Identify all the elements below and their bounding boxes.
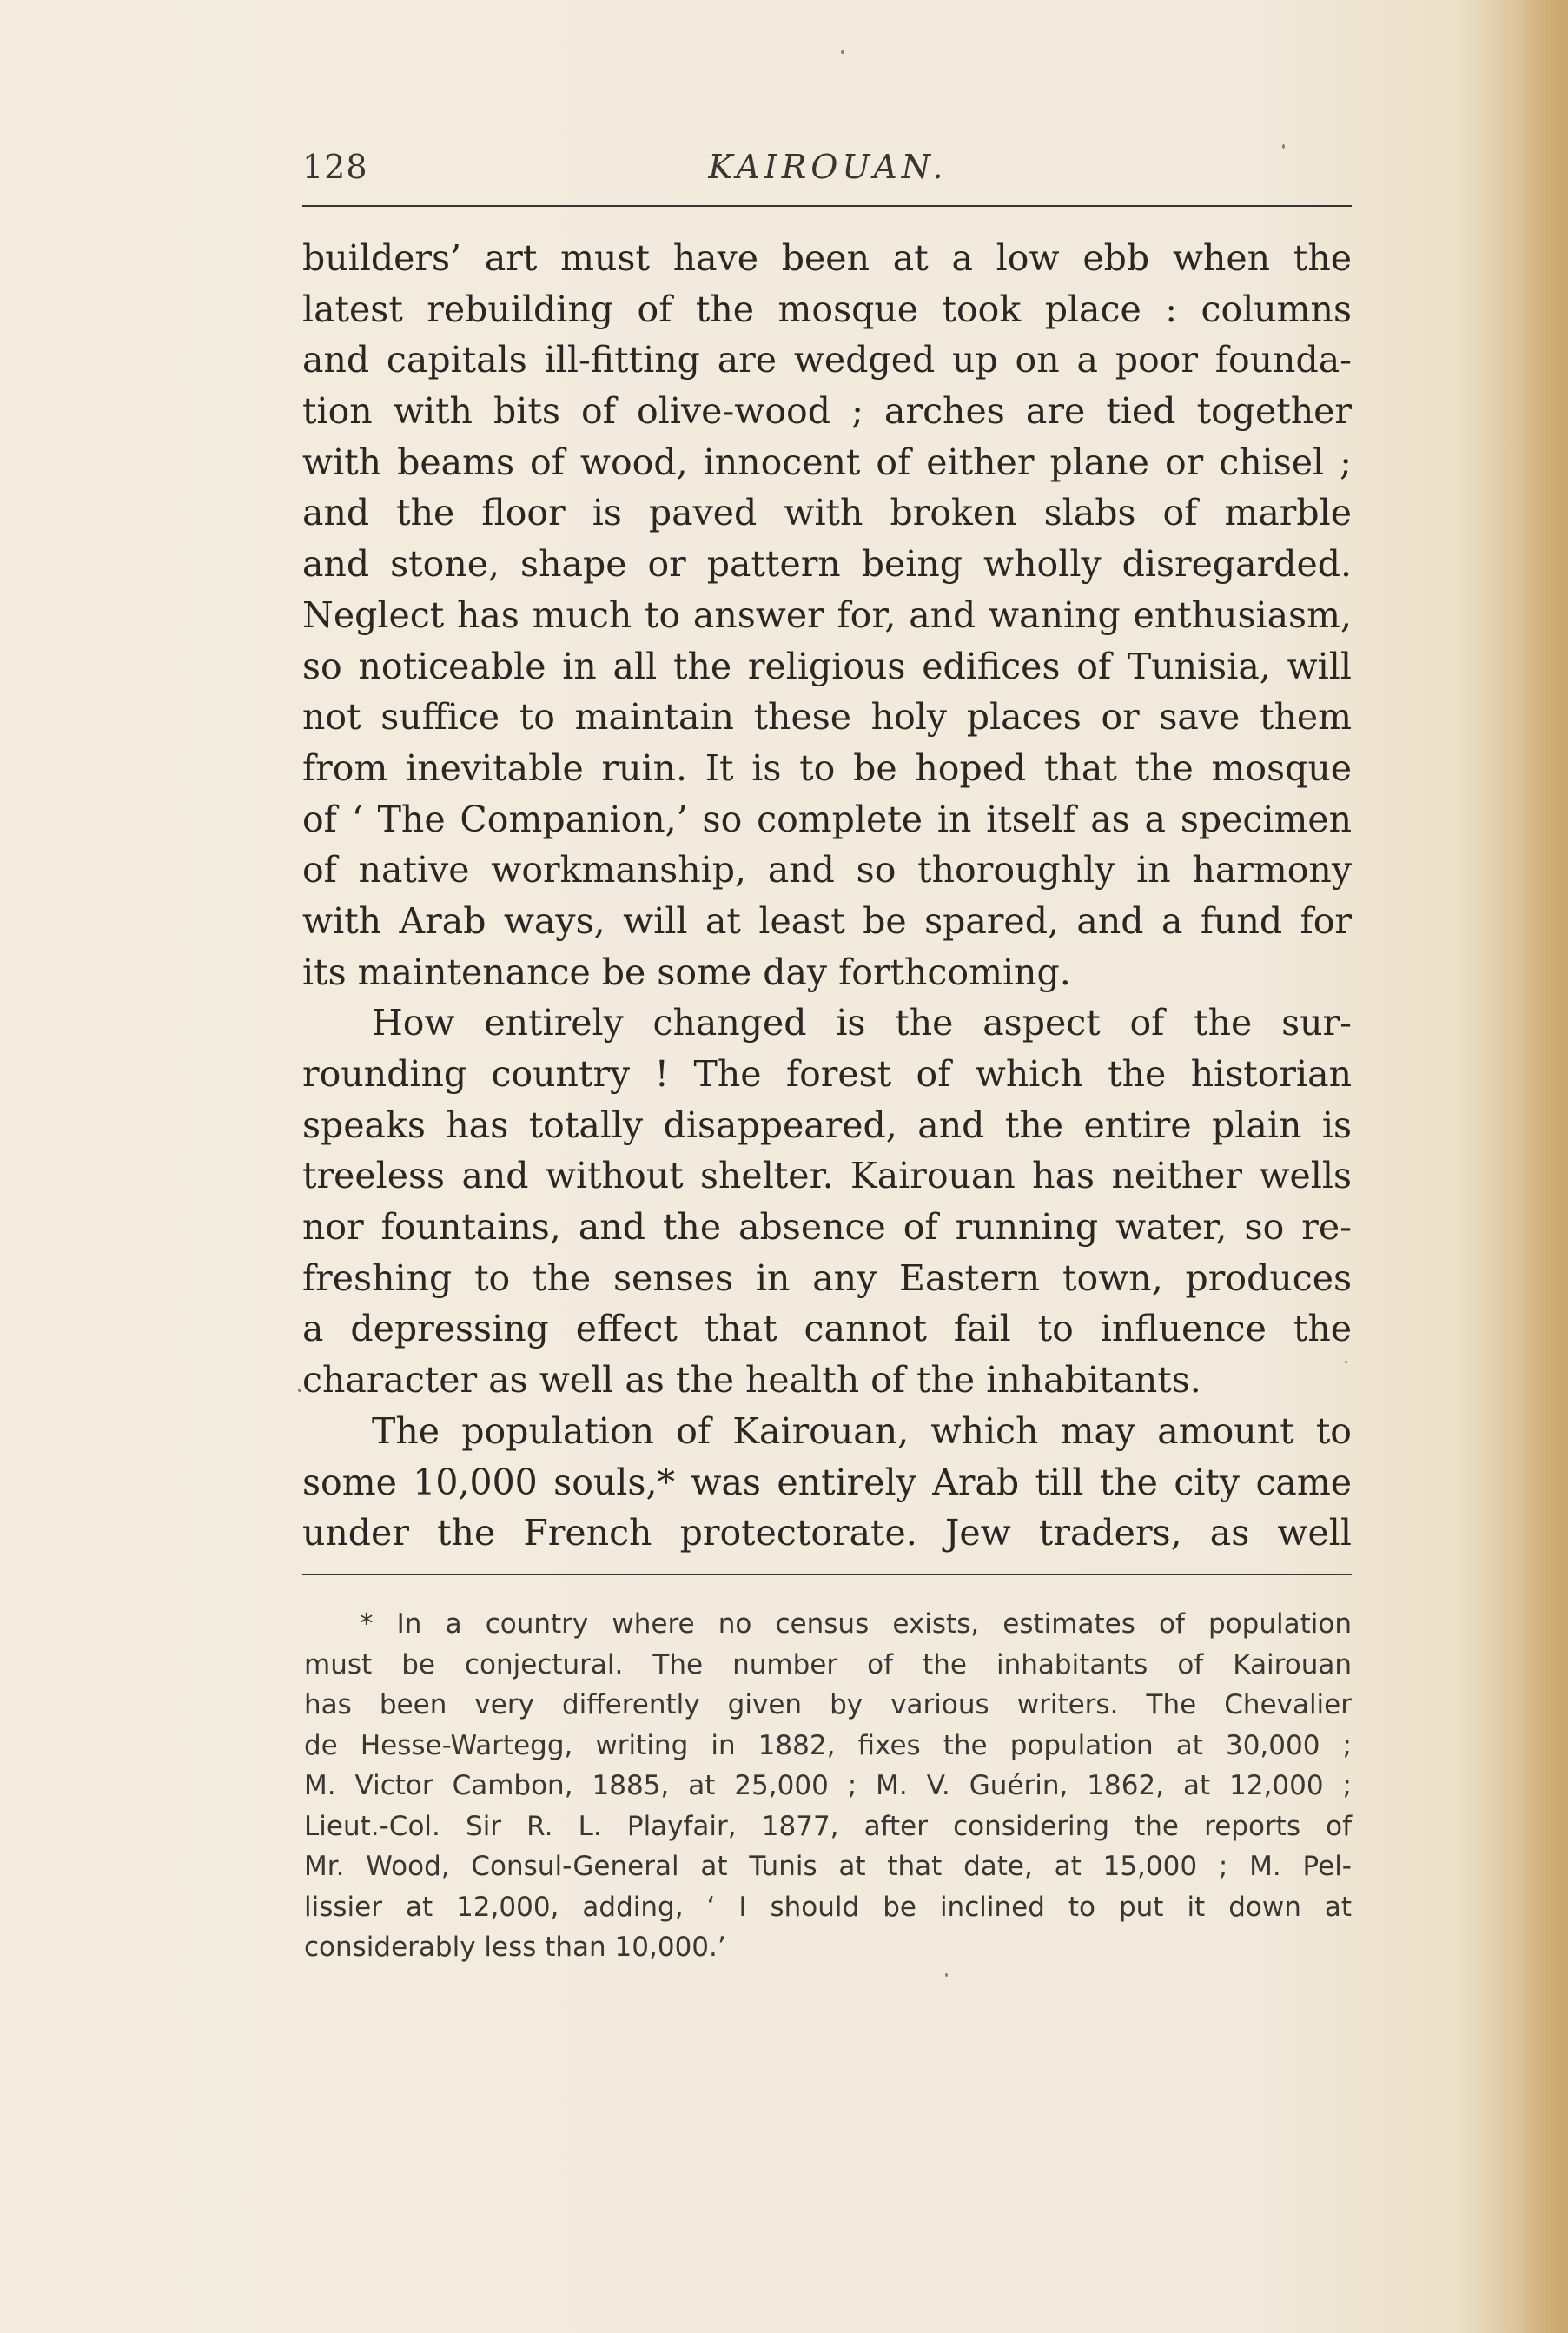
paper-speck: [945, 1973, 948, 1977]
body-line: and the floor is paved with broken slabs of marble: [302, 492, 1352, 534]
body-line: How entirely changed is the aspect of the sur-: [372, 1002, 1352, 1044]
paper-speck: [1282, 144, 1285, 149]
body-line: some 10,000 souls,* was entirely Arab till the city came: [302, 1461, 1352, 1503]
body-line: so noticeable in all the religious edifices of Tunisia, will: [302, 645, 1352, 687]
body-line: not suffice to maintain these holy places or save them: [302, 696, 1352, 739]
body-line: and stone, shape or pattern being wholly disregarded.: [302, 543, 1352, 586]
footnote-rule: [302, 1574, 1352, 1575]
body-line: character as well as the health of the inhabitants.: [302, 1359, 1201, 1402]
page-header: [302, 148, 1353, 200]
body-line: treeless and without shelter. Kairouan has neither wells: [302, 1155, 1352, 1197]
footnote-line: Lieut.-Col. Sir R. L. Playfair, 1877, after considering the reports of: [304, 1810, 1352, 1842]
body-line: speaks has totally disappeared, and the entire plain is: [302, 1104, 1352, 1146]
body-line: its maintenance be some day forthcoming.: [302, 951, 1071, 993]
footnote-line: must be conjectural. The number of the inhabitants of Kairouan: [304, 1648, 1352, 1680]
body-line: tion with bits of olive-wood ; arches are tied together: [302, 390, 1352, 433]
body-line: latest rebuilding of the mosque took place : columns: [302, 288, 1352, 330]
paper-speck: [298, 1389, 301, 1392]
page-number: 128: [302, 148, 368, 186]
page-edge-shadow: [1516, 0, 1568, 2333]
body-line: rounding country ! The forest of which the historian: [302, 1053, 1352, 1095]
body-line: and capitals ill-fitting are wedged up on a poor founda-: [302, 339, 1352, 381]
body-line: of ‘ The Companion,’ so complete in itself as a specimen: [302, 798, 1352, 840]
body-line: under the French protectorate. Jew traders, as well: [302, 1512, 1352, 1554]
header-rule: [302, 205, 1352, 207]
body-line: of native workmanship, and so thoroughly in harmony: [302, 849, 1352, 891]
footnote-line: has been very differently given by various writers. The Chevalier: [304, 1689, 1352, 1720]
footnote: [304, 1604, 1352, 1968]
footnote-line: * In a country where no census exists, estimates of population: [360, 1608, 1352, 1640]
body-line: builders’ art must have been at a low ebb when the: [302, 237, 1352, 279]
footnote-line: Mr. Wood, Consul-General at Tunis at that date, at 15,000 ; M. Pel-: [304, 1851, 1352, 1882]
footnote-line: lissier at 12,000, adding, ‘ I should be inclined to put it down at: [304, 1891, 1352, 1923]
body-line: The population of Kairouan, which may amount to: [372, 1409, 1352, 1452]
running-head: KAIROUAN.: [708, 148, 948, 186]
footnote-line: considerably less than 10,000.’: [304, 1932, 726, 1963]
footnote-line: de Hesse-Wartegg, writing in 1882, fixes the population at 30,000 ;: [304, 1729, 1352, 1761]
paper-speck: [1345, 1361, 1347, 1363]
body-line: freshing to the senses in any Eastern town, produces: [302, 1256, 1352, 1299]
body-line: with beams of wood, innocent of either plane or chisel ;: [302, 441, 1352, 483]
paper-speck: [841, 50, 844, 54]
body-line: a depressing effect that cannot fail to influence the: [302, 1308, 1352, 1350]
body-line: from inevitable ruin. It is to be hoped that the mosque: [302, 746, 1352, 789]
body-text: [302, 233, 1352, 1559]
body-line: Neglect has much to answer for, and waning enthusiasm,: [302, 593, 1352, 636]
body-line: nor fountains, and the absence of running water, so re-: [302, 1206, 1352, 1249]
footnote-line: M. Victor Cambon, 1885, at 25,000 ; M. V. Guérin, 1862, at 12,000 ;: [304, 1770, 1352, 1801]
body-line: with Arab ways, will at least be spared, and a fund for: [302, 899, 1352, 942]
